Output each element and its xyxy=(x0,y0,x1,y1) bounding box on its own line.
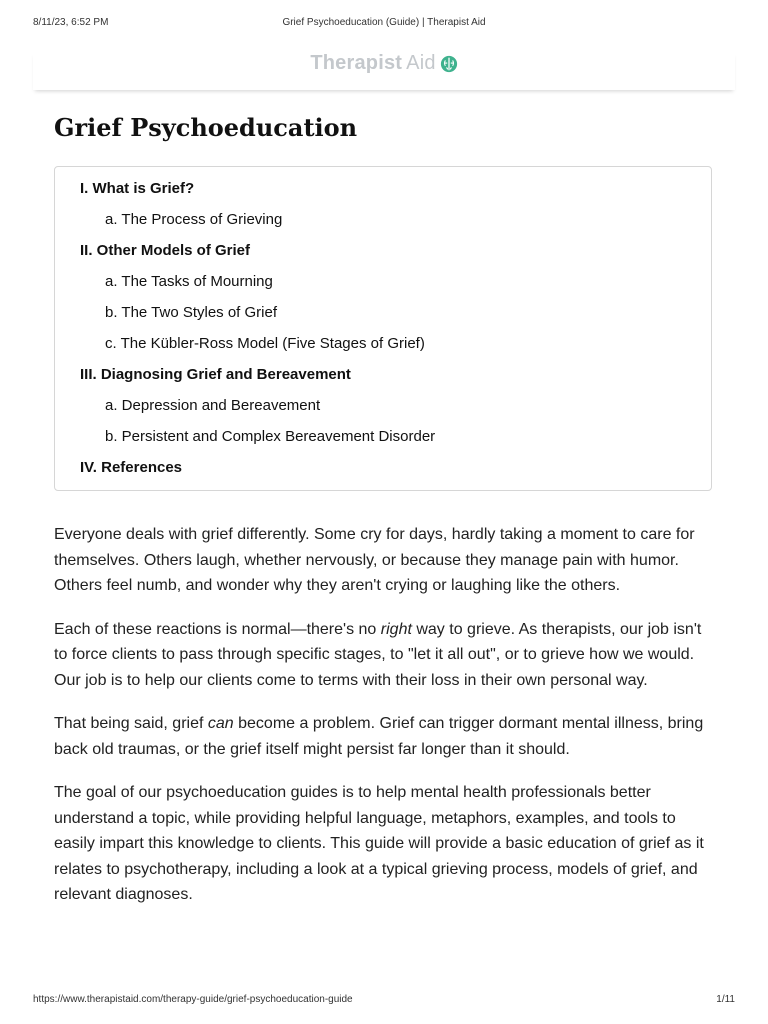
paragraph-goal: The goal of our psychoeducation guides is to help mental health professionals better understand a topic, while providing helpful language, metaphors, examples, and tools to easily impart this knowledge to clients. This guide will provide a basic education of grief as it relates to psychotherapy, including a look at a typical grieving process, models of grief, and relevant diagnoses. xyxy=(54,784,704,903)
print-document-title: Grief Psychoeducation (Guide) | Therapist Aid xyxy=(282,17,486,28)
toc-link-diagnosing[interactable]: III. Diagnosing Grief and Bereavement xyxy=(80,366,351,383)
toc-link-references[interactable]: IV. References xyxy=(80,459,183,476)
emphasis-can: can xyxy=(207,715,234,732)
toc-link-kubler-ross[interactable]: c. The Kübler-Ross Model (Five Stages of Grief) xyxy=(105,335,425,352)
table-of-contents xyxy=(54,166,712,491)
therapist-aid-logo[interactable] xyxy=(310,52,457,75)
print-page-number: 1/11 xyxy=(716,994,735,1005)
brain-icon xyxy=(440,55,458,73)
toc-link-other-models[interactable]: II. Other Models of Grief xyxy=(80,242,251,259)
paragraph-problem-start: That being said, grief xyxy=(54,715,208,732)
paragraph-reactions xyxy=(54,617,716,694)
print-datetime: 8/11/23, 6:52 PM xyxy=(33,17,109,28)
toc-link-process-of-grieving[interactable]: a. The Process of Grieving xyxy=(105,211,283,228)
page-title: Grief Psychoeducation xyxy=(54,113,358,142)
paragraph-problem xyxy=(54,711,716,762)
logo-word-therapist: Therapist xyxy=(310,52,403,74)
toc-link-depression[interactable]: a. Depression and Bereavement xyxy=(105,397,321,414)
emphasis-right: right xyxy=(380,620,412,638)
logo-word-aid: Aid xyxy=(406,52,436,74)
paragraph-reactions-end: way to grieve. As therapists, our job isn't to force clients to pass through specific stages, to "let it all out", or to grieve how we would. Our job is to help our clients come to terms with their loss in their own personal way. xyxy=(54,620,702,689)
site-header xyxy=(33,52,735,90)
paragraph-reactions-start: Each of these reactions is normal—there's no xyxy=(54,620,381,638)
toc-link-what-is-grief[interactable]: I. What is Grief? xyxy=(80,180,195,197)
article-body xyxy=(54,522,716,926)
toc-link-tasks-of-mourning[interactable]: a. The Tasks of Mourning xyxy=(105,273,273,290)
print-footer-url: https://www.therapistaid.com/therapy-guide/grief-psychoeducation-guide xyxy=(33,994,353,1005)
paragraph-intro: Everyone deals with grief differently. Some cry for days, hardly taking a moment to care for themselves. Others laugh, whether nervously, or because they manage pain with humor. Others feel numb, and wonder why they aren't crying or laughing like the others. xyxy=(54,526,695,594)
toc-link-persistent-disorder[interactable]: b. Persistent and Complex Bereavement Disorder xyxy=(105,428,436,445)
toc-link-two-styles[interactable]: b. The Two Styles of Grief xyxy=(105,304,278,321)
paragraph-problem-end: become a problem. Grief can trigger dormant mental illness, bring back old traumas, or the grief itself might persist far longer than it should. xyxy=(54,715,704,758)
